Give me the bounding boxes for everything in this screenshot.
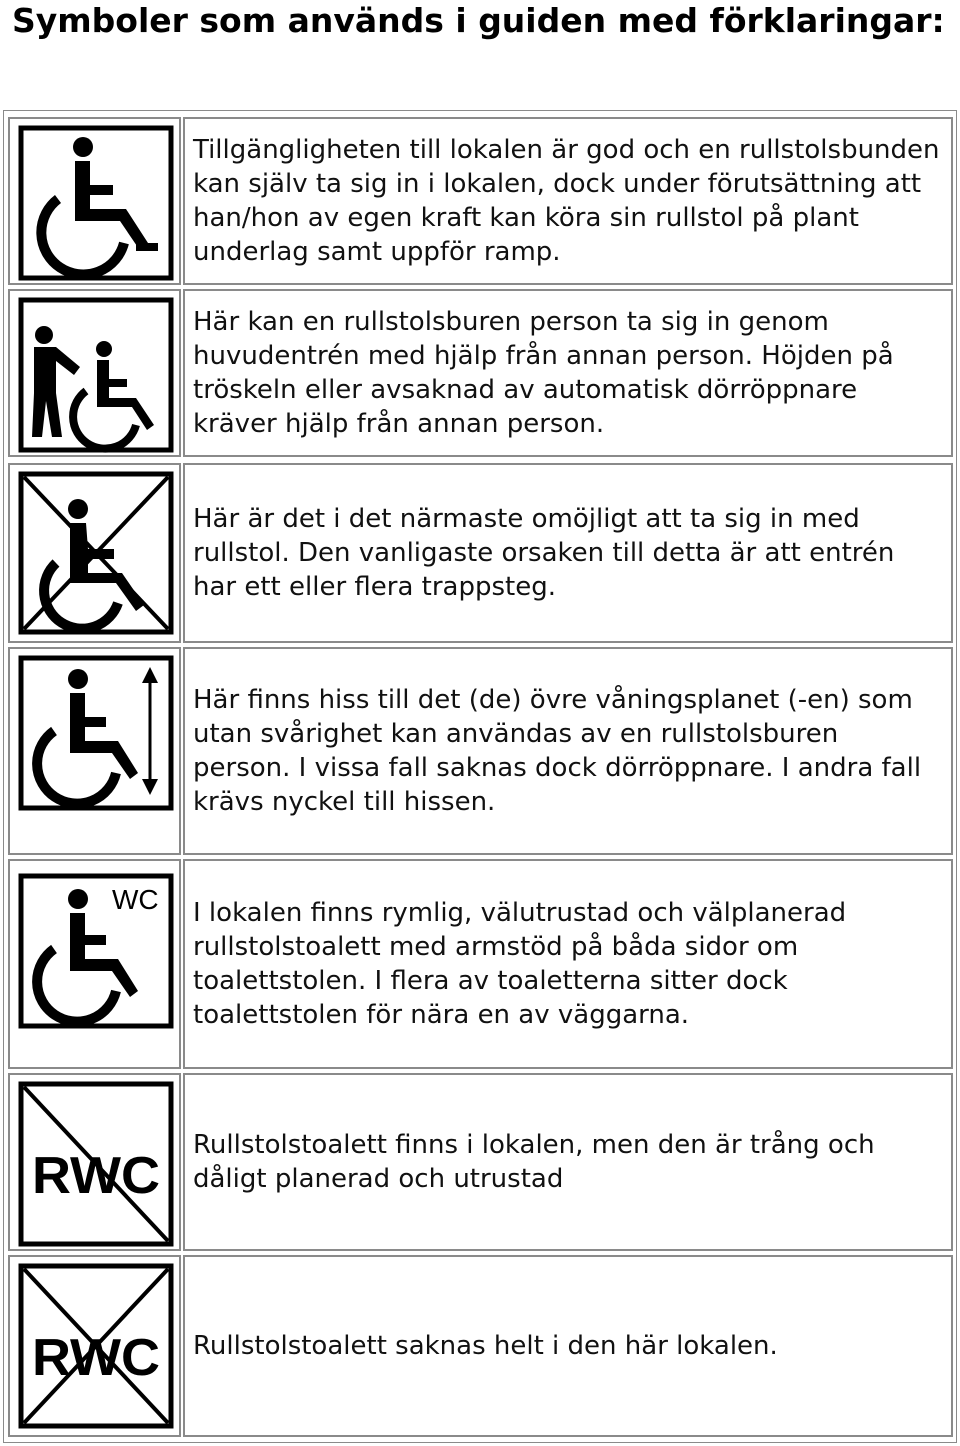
wheelchair-elevator-icon [18,655,174,811]
description-cell [183,1073,953,1251]
icon-cell [8,1073,181,1251]
icon-cell [8,117,181,285]
icon-cell [8,463,181,643]
symbol-legend-table [3,110,957,1443]
icon-cell [8,859,181,1069]
symbol-description: Här finns hiss till det (de) övre våningsplanet (-en) som utan svårighet kan användas av en rullstolsburen person. I vissa fall saknas dock dörröppnare. I andra fall krävs nyckel till hissen. [193,685,922,817]
wheelchair-toilet-icon [18,873,174,1029]
rwc-icon-label: RWC [32,1147,160,1205]
icon-cell [8,1255,181,1437]
icon-cell [8,647,181,855]
rwc-icon-label: RWC [32,1329,160,1387]
assisted-wheelchair-icon [18,297,174,453]
description-cell [183,1255,953,1437]
no-rwc-icon [18,1263,174,1429]
symbol-description: I lokalen finns rymlig, välutrustad och välplanerad rullstolstoalett med armstöd på båda sidor om toalettstolen. I flera av toaletterna sitter dock toalettstolen för nära en av väggarna. [193,898,847,1030]
cramped-rwc-icon [18,1081,174,1247]
symbol-description: Här kan en rullstolsburen person ta sig in genom huvudentrén med hjälp från annan person. Höjden på tröskeln eller avsaknad av automatisk dörröppnare kräver hjälp från annan person. [193,307,894,439]
description-cell [183,463,953,643]
symbol-description: Här är det i det närmaste omöjligt att ta sig in med rullstol. Den vanligaste orsaken till detta är att entrén har ett eller flera trappsteg. [193,504,895,602]
description-cell [183,859,953,1069]
icon-cell [8,289,181,457]
no-wheelchair-access-icon [18,471,174,635]
symbol-description: Tillgängligheten till lokalen är god och en rullstolsbunden kan själv ta sig in i lokalen, dock under förutsättning att han/hon av egen kraft kan köra sin rullstol på plant underlag samt uppför ramp. [193,135,940,267]
symbol-description: Rullstolstoalett saknas helt i den här lokalen. [193,1331,778,1361]
symbol-description: Rullstolstoalett finns i lokalen, men den är trång och dåligt planerad och utrustad [193,1130,875,1194]
description-cell [183,117,953,285]
page-title: Symboler som används i guiden med förklaringar: [12,1,945,40]
wc-icon-label: WC [112,884,159,915]
description-cell [183,647,953,855]
wheelchair-icon [18,125,174,281]
description-cell [183,289,953,457]
